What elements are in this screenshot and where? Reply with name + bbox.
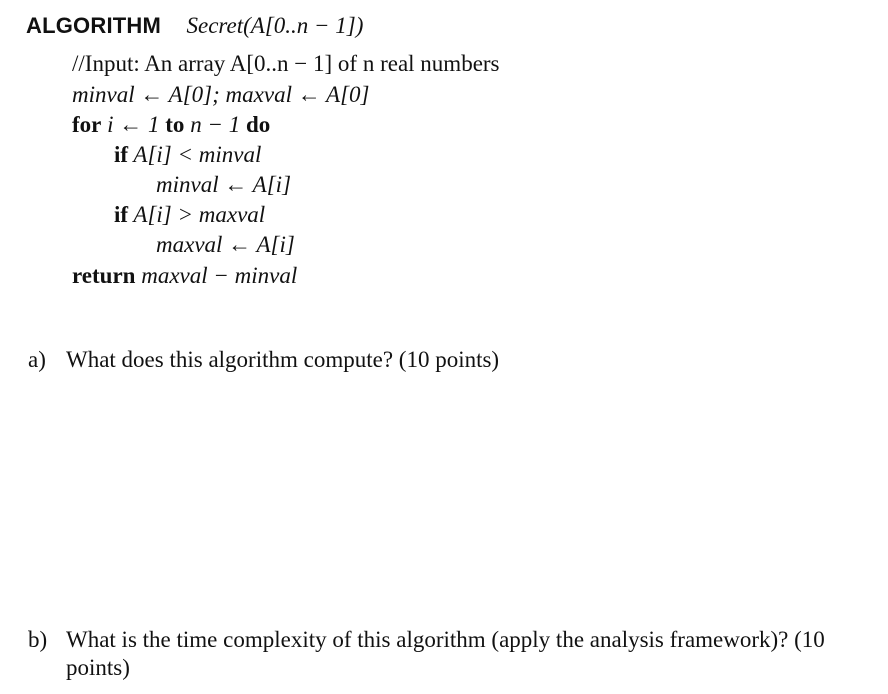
algorithm-signature: Secret(A[0..n − 1]) xyxy=(186,13,364,38)
question-text: What does this algorithm compute? (10 points) xyxy=(66,347,500,372)
for-var: i ← 1 xyxy=(101,112,166,137)
if-keyword: if xyxy=(114,202,129,227)
init-line: minval ← A[0]; maxval ← A[0] xyxy=(72,82,370,107)
for-line xyxy=(72,111,270,139)
if-keyword: if xyxy=(114,142,129,167)
if-max-line xyxy=(114,201,265,229)
assign-max-line: maxval ← A[i] xyxy=(156,232,295,257)
question-text-continued: points) xyxy=(66,655,130,680)
return-keyword: return xyxy=(72,263,136,288)
if-min-line xyxy=(114,141,261,169)
if-min-condition: A[i] < minval xyxy=(128,142,262,167)
question-b xyxy=(28,626,878,684)
return-expression: maxval − minval xyxy=(135,263,298,288)
question-text: What is the time complexity of this algorithm (apply the analysis framework)? (10 xyxy=(66,627,825,652)
do-keyword: do xyxy=(245,112,271,137)
return-line xyxy=(72,262,297,290)
algorithm-keyword: ALGORITHM xyxy=(26,13,162,38)
if-max-condition: A[i] > maxval xyxy=(128,202,266,227)
input-comment: //Input: An array A[0..n − 1] of n real numbers xyxy=(72,51,500,76)
question-a xyxy=(28,346,868,374)
question-label: b) xyxy=(28,627,48,652)
algorithm-header xyxy=(26,12,363,40)
assign-min-line: minval ← A[i] xyxy=(156,172,292,197)
for-keyword: for xyxy=(72,112,102,137)
question-label: a) xyxy=(28,347,46,372)
to-keyword: to xyxy=(165,112,185,137)
for-bound: n − 1 xyxy=(184,112,246,137)
